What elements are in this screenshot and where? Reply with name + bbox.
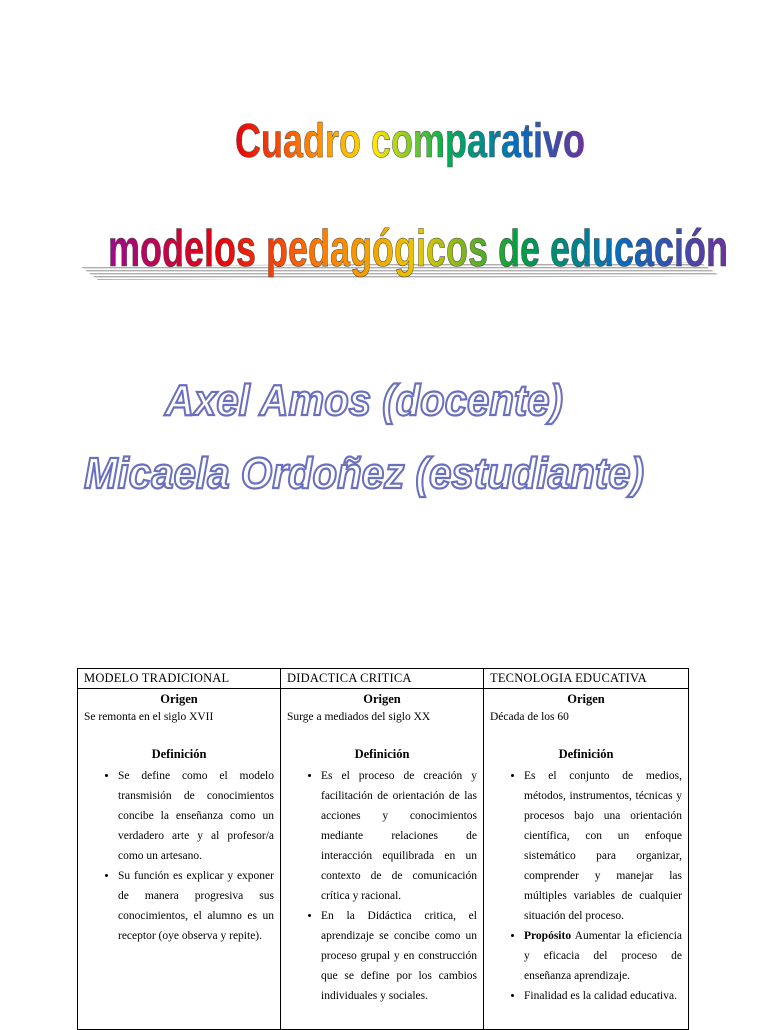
- origin-label: Origen: [567, 692, 605, 706]
- cell-traditional: [78, 689, 281, 1030]
- list-item: • Es el conjunto de medios, métodos, instrumentos, técnicas y procesos bajo una orientación científica, con un enfoque sistemático para organizar, comprender y manejar las múltiples variables de cualquier situación del proceso.: [524, 766, 682, 926]
- definition-label: Definición: [151, 747, 207, 761]
- list-item: • Finalidad es la calidad educativa.: [524, 986, 682, 1006]
- definition-label: Definición: [558, 747, 614, 761]
- column-header-technology: TECNOLOGIA EDUCATIVA: [484, 669, 689, 689]
- origin-text: Década de los 60: [490, 711, 569, 723]
- author-teacher: Axel Amos (docente): [164, 376, 563, 425]
- title-line-1: Cuadro comparativo: [235, 115, 585, 168]
- cell-critical: [281, 689, 484, 1030]
- column-header-traditional: MODELO TRADICIONAL: [78, 669, 281, 689]
- origin-text: Surge a mediados del siglo XX: [287, 711, 431, 723]
- definition-label: Definición: [354, 747, 410, 761]
- table-header-row: [78, 669, 689, 689]
- list-item: • En la Didáctica critica, el aprendizaje se concibe como un proceso grupal y en construcción que se define por los cambios individuales y sociales.: [321, 906, 477, 1006]
- definition-list: [287, 766, 477, 1006]
- definition-list: [84, 766, 274, 946]
- origin-label: Origen: [363, 692, 401, 706]
- purpose-label: Propósito: [524, 930, 572, 942]
- author-student: Micaela Ordoñez (estudiante): [84, 449, 644, 498]
- table-row: [78, 689, 689, 1030]
- list-item: • Es el proceso de creación y facilitación de orientación de las acciones y conocimientos mediante relaciones de interacción equilibrada en un contexto de de comunicación crítica y racional.: [321, 766, 477, 906]
- column-header-critical: DIDACTICA CRITICA: [281, 669, 484, 689]
- definition-list: [490, 766, 682, 1006]
- comparison-table: [77, 668, 689, 1030]
- cell-technology: [484, 689, 689, 1030]
- list-item: • Propósito Aumentar la eficiencia y eficacia del proceso de enseñanza aprendizaje.: [524, 926, 682, 986]
- list-item: • Se define como el modelo transmisión de conocimientos concibe la enseñanza como un verdadero arte y al profesor/a como un artesano.: [118, 766, 274, 866]
- list-item: • Su función es explicar y exponer de manera progresiva sus conocimientos, el alumno es un receptor (oye observa y repite).: [118, 866, 274, 946]
- origin-text: Se remonta en el siglo XVII: [84, 711, 214, 723]
- title-line-2: modelos pedagógicos de educación: [108, 220, 728, 278]
- origin-label: Origen: [160, 692, 198, 706]
